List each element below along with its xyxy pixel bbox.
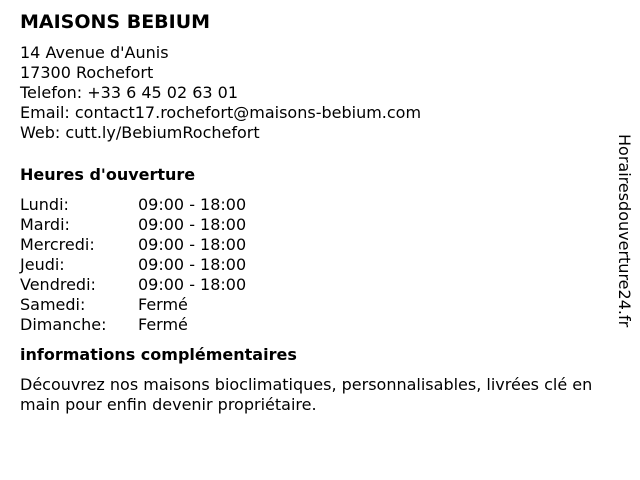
day-label: Vendredi: (20, 275, 96, 294)
watermark-text: Horairesdouverture24.fr (615, 134, 634, 328)
hours-heading: Heures d'ouverture (20, 165, 196, 184)
business-name: MAISONS BEBIUM (20, 11, 211, 33)
web-line: Web: cutt.ly/BebiumRochefort (20, 123, 260, 142)
day-label: Jeudi: (20, 255, 65, 274)
day-hours: 09:00 - 18:00 (138, 215, 247, 234)
day-hours: Fermé (138, 315, 188, 334)
day-hours: 09:00 - 18:00 (138, 195, 247, 214)
day-hours: 09:00 - 18:00 (138, 235, 247, 254)
day-label: Samedi: (20, 295, 86, 314)
hours-row-mercredi (20, 235, 620, 255)
contact-block (20, 43, 620, 143)
day-label: Mercredi: (20, 235, 95, 254)
hours-row-lundi (20, 195, 620, 215)
info-heading: informations complémentaires (20, 345, 297, 364)
hours-table (20, 195, 620, 335)
email-line: Email: contact17.rochefort@maisons-bebium.com (20, 103, 422, 122)
hours-row-dimanche (20, 315, 620, 335)
street-address: 14 Avenue d'Aunis (20, 43, 169, 62)
hours-row-samedi (20, 295, 620, 315)
day-label: Lundi: (20, 195, 69, 214)
business-card (20, 10, 620, 415)
day-hours: 09:00 - 18:00 (138, 255, 247, 274)
info-description: Découvrez nos maisons bioclimatiques, personnalisables, livrées clé en main pour enfin devenir propriétaire. (20, 375, 593, 414)
day-hours: Fermé (138, 295, 188, 314)
hours-row-jeudi (20, 255, 620, 275)
city-address: 17300 Rochefort (20, 63, 154, 82)
phone-line: Telefon: +33 6 45 02 63 01 (20, 83, 239, 102)
hours-row-mardi (20, 215, 620, 235)
day-hours: 09:00 - 18:00 (138, 275, 247, 294)
hours-row-vendredi (20, 275, 620, 295)
day-label: Mardi: (20, 215, 70, 234)
day-label: Dimanche: (20, 315, 107, 334)
